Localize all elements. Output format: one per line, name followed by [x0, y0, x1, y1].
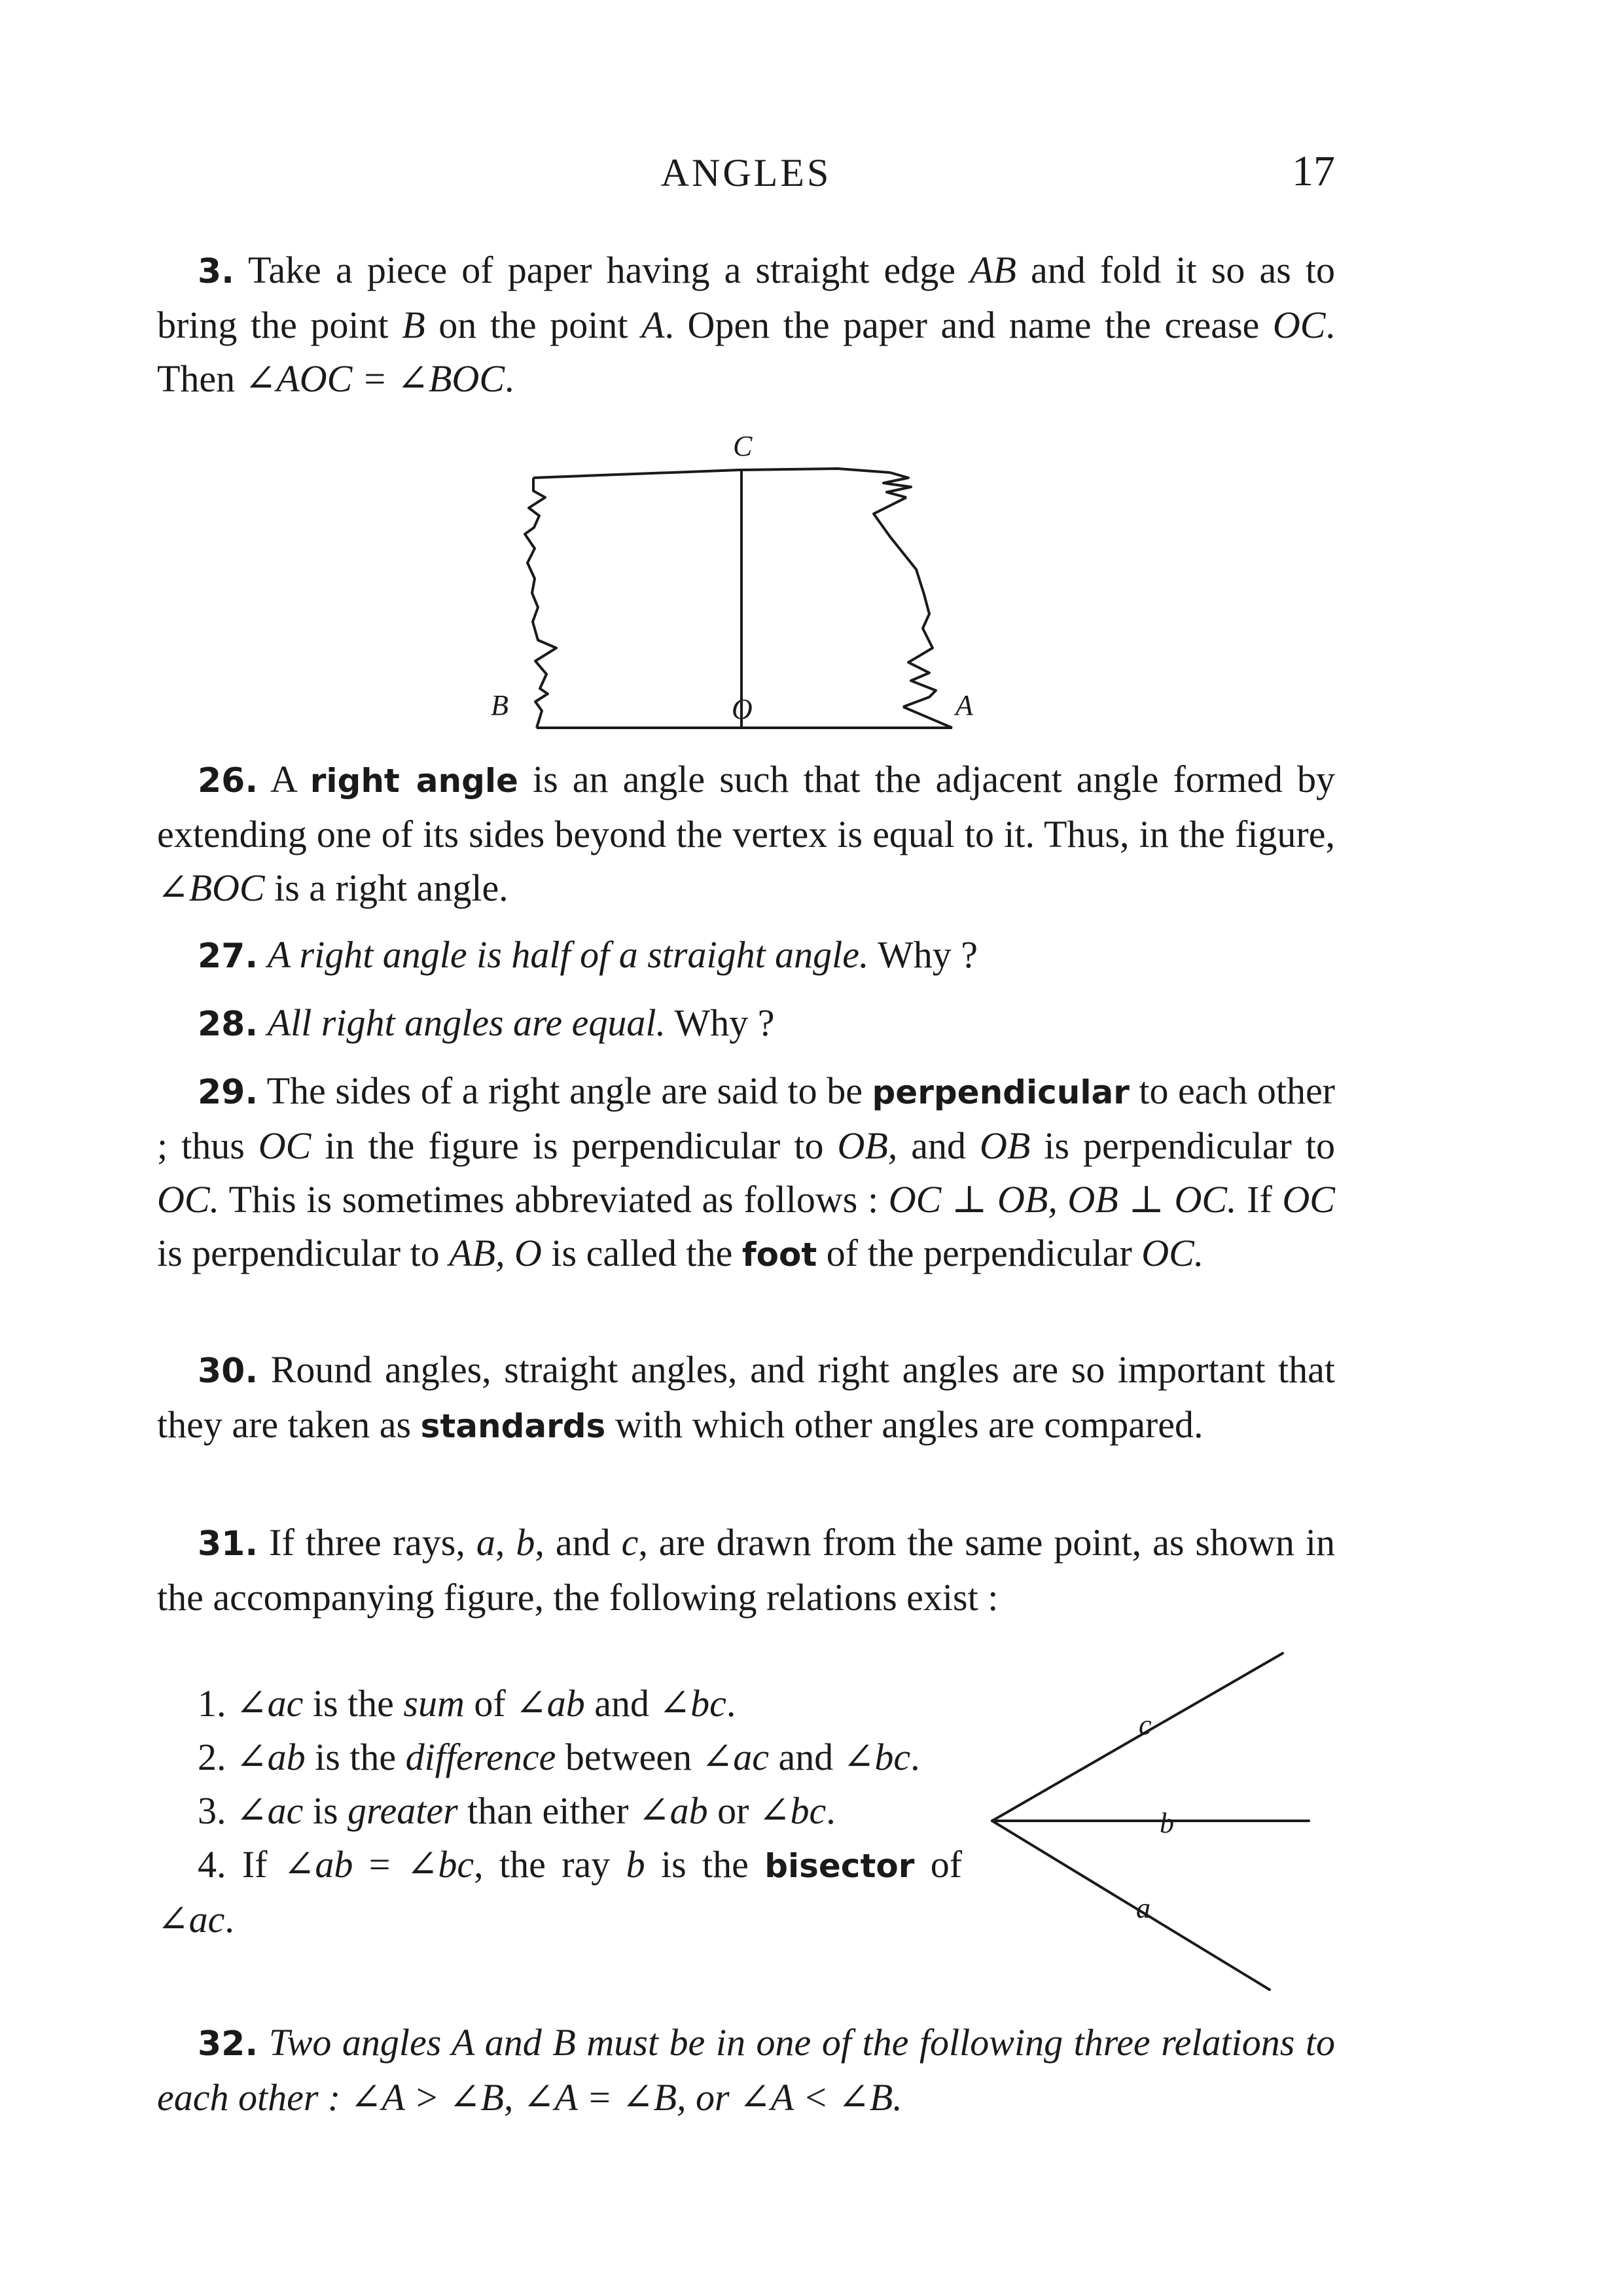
- angle-label: ab: [546, 1682, 585, 1725]
- relation-item: [157, 1731, 962, 1784]
- exercise-text: and fold it so as to bring the point: [157, 249, 1335, 346]
- ray-a: [992, 1821, 1270, 1990]
- item-text: ∠: [226, 1682, 268, 1725]
- label-ray-c: c: [1139, 1709, 1152, 1741]
- item-number: 3.: [198, 1789, 226, 1832]
- section-number: 28.: [198, 1005, 259, 1044]
- section-text: Why ?: [666, 1001, 775, 1044]
- item-text: is the: [645, 1843, 765, 1886]
- relation-item: [157, 1784, 962, 1838]
- theorem-text: All right angles are equal.: [267, 1001, 666, 1044]
- label-a: A: [955, 689, 973, 721]
- section-text: , are drawn from the same point, as shown in the accompanying figure, the following relations exist :: [157, 1521, 1336, 1619]
- section-text: in the figure is perpendicular to: [311, 1124, 838, 1167]
- section-text: ,: [495, 1521, 516, 1564]
- folded-paper-figure: [471, 432, 1021, 740]
- exercise-text: on the point: [425, 304, 642, 346]
- segment-label: OB,: [837, 1124, 898, 1167]
- item-text: between ∠: [556, 1736, 734, 1778]
- ray-label: b: [516, 1521, 535, 1564]
- item-text: If ∠: [226, 1843, 315, 1886]
- angle-label: ac: [267, 1789, 304, 1832]
- item-text: .: [910, 1736, 920, 1778]
- label-ray-b: b: [1160, 1807, 1174, 1839]
- exercise-text: . Then: [157, 304, 1335, 400]
- page-number: 17: [1292, 147, 1335, 195]
- section-text: A: [270, 758, 310, 800]
- relations-list: [157, 1677, 962, 1946]
- section-29: [157, 1064, 1335, 1282]
- section-number: 30.: [198, 1352, 259, 1391]
- item-number: 4.: [198, 1843, 226, 1886]
- relation-item: [157, 1677, 962, 1731]
- angle-label: ab: [669, 1789, 708, 1832]
- defined-term: perpendicular: [872, 1073, 1130, 1111]
- item-text: ∠: [226, 1736, 268, 1778]
- angle-label: bc: [874, 1736, 911, 1778]
- section-text: with which other angles are compared.: [605, 1403, 1204, 1446]
- section-number: 27.: [198, 937, 259, 976]
- emphasis: sum: [403, 1682, 465, 1725]
- section-text: is perpendicular to: [157, 1232, 450, 1274]
- ray-label: c: [621, 1521, 639, 1564]
- angle-label: ac: [267, 1682, 304, 1725]
- defined-term: standards: [420, 1407, 606, 1445]
- segment-label: OC.: [157, 1178, 220, 1221]
- angle-label: bc: [790, 1789, 827, 1832]
- item-text: or ∠: [707, 1789, 791, 1832]
- section-text: to each other ; thus: [157, 1069, 1335, 1167]
- label-ray-a: a: [1136, 1892, 1150, 1924]
- segment-label: OC: [258, 1124, 312, 1167]
- section-28: [157, 996, 1335, 1051]
- exercise-text: Take a piece of paper having a straight edge: [248, 249, 971, 291]
- point-label: A: [641, 304, 665, 346]
- segment-label: OC: [1282, 1178, 1335, 1221]
- angle-label: ac: [733, 1736, 769, 1778]
- exercise-text: . Open the paper and name the crease: [664, 304, 1273, 346]
- item-number: 2.: [198, 1736, 226, 1778]
- section-text: of the perpendicular: [817, 1232, 1142, 1274]
- item-text: and ∠: [768, 1736, 875, 1778]
- rays-figure: [982, 1636, 1348, 2003]
- section-27: [157, 928, 1335, 983]
- label-c: C: [733, 432, 753, 462]
- relation-item: [157, 1838, 962, 1946]
- theorem-text: Two angles A and B must be in one of the following three relations to each other :: [157, 2021, 1336, 2119]
- section-text: This is sometimes abbreviated as follows :: [219, 1178, 889, 1221]
- emphasis: greater: [348, 1789, 458, 1832]
- chapter-title: ANGLES: [660, 151, 832, 194]
- item-text: and ∠: [584, 1682, 691, 1725]
- item-text: , the ray: [474, 1843, 626, 1886]
- label-b: B: [491, 689, 508, 721]
- section-number: 31.: [198, 1524, 259, 1564]
- segment-label: OB: [980, 1124, 1031, 1167]
- torn-edge-top-right: [883, 473, 911, 497]
- defined-term: foot: [741, 1236, 817, 1274]
- label-o: O: [732, 693, 753, 725]
- running-head: [157, 147, 1335, 203]
- defined-term: bisector: [764, 1847, 915, 1885]
- section-text: [505, 1232, 515, 1274]
- segment-label: AB: [970, 249, 1016, 291]
- section-30: [157, 1343, 1335, 1453]
- section-number: 29.: [198, 1073, 259, 1112]
- angle-label: ab: [315, 1843, 353, 1886]
- item-text: is the: [303, 1682, 404, 1725]
- section-26: [157, 753, 1335, 915]
- angle-label: bc: [690, 1682, 726, 1725]
- angle-label: ac: [188, 1898, 225, 1941]
- torn-edge-left: [525, 478, 556, 728]
- exercise-3: [157, 243, 1335, 406]
- item-text: .: [224, 1898, 234, 1941]
- ray-c: [992, 1653, 1283, 1821]
- paper-top-edge: [533, 469, 890, 478]
- section-text: If: [1236, 1178, 1283, 1221]
- relations-formula: ∠A > ∠B, ∠A = ∠B, or ∠A < ∠B.: [340, 2076, 902, 2119]
- point-label: O: [514, 1232, 542, 1274]
- item-text: of ∠: [157, 1843, 963, 1941]
- section-number: 32.: [198, 2024, 259, 2064]
- section-31: [157, 1516, 1335, 1624]
- item-text: ∠: [226, 1789, 268, 1832]
- angle-label: bc: [438, 1843, 474, 1886]
- exercise-text: .: [505, 357, 514, 400]
- section-text: is called the: [541, 1232, 742, 1274]
- exercise-number: 3.: [198, 252, 234, 291]
- section-text: Why ?: [868, 933, 978, 976]
- section-32: [157, 2016, 1335, 2125]
- ray-label: b: [626, 1843, 645, 1886]
- item-text: .: [726, 1682, 736, 1725]
- section-text: and: [897, 1124, 980, 1167]
- section-text: The sides of a right angle are said to be: [266, 1069, 872, 1112]
- angle-label: ab: [267, 1736, 306, 1778]
- item-text: than either ∠: [457, 1789, 670, 1832]
- torn-edge-right: [874, 497, 936, 707]
- angle-label: ∠BOC: [157, 867, 265, 909]
- item-text: = ∠: [353, 1843, 438, 1886]
- theorem-text: A right angle is half of a straight angle.: [267, 933, 869, 976]
- section-text: is a right angle.: [264, 867, 508, 909]
- segment-label: OC.: [1141, 1232, 1204, 1274]
- section-text: Round angles, straight angles, and right angles are so important that they are taken as: [157, 1348, 1336, 1446]
- perpendicular-notation: OC ⊥ OB, OB ⊥ OC.: [888, 1178, 1237, 1221]
- item-text: is the: [305, 1736, 406, 1778]
- point-label: B: [402, 304, 425, 346]
- emphasis: difference: [405, 1736, 556, 1778]
- section-text: If three rays,: [269, 1521, 476, 1564]
- section-text: , and: [535, 1521, 622, 1564]
- item-text: .: [826, 1789, 836, 1832]
- item-text: of ∠: [464, 1682, 547, 1725]
- section-text: is perpendicular to: [1030, 1124, 1335, 1167]
- segment-label: OC: [1272, 304, 1326, 346]
- defined-term: right angle: [310, 762, 518, 800]
- item-text: is: [303, 1789, 348, 1832]
- item-number: 1.: [198, 1682, 226, 1725]
- section-text: is an angle such that the adjacent angle formed by extending one of its sides beyond the vertex is equal to it. Thus, in the figure,: [157, 758, 1335, 855]
- ray-label: a: [476, 1521, 495, 1564]
- segment-label: AB,: [449, 1232, 505, 1274]
- angle-equation: ∠AOC = ∠BOC: [244, 357, 505, 400]
- section-number: 26.: [198, 761, 259, 800]
